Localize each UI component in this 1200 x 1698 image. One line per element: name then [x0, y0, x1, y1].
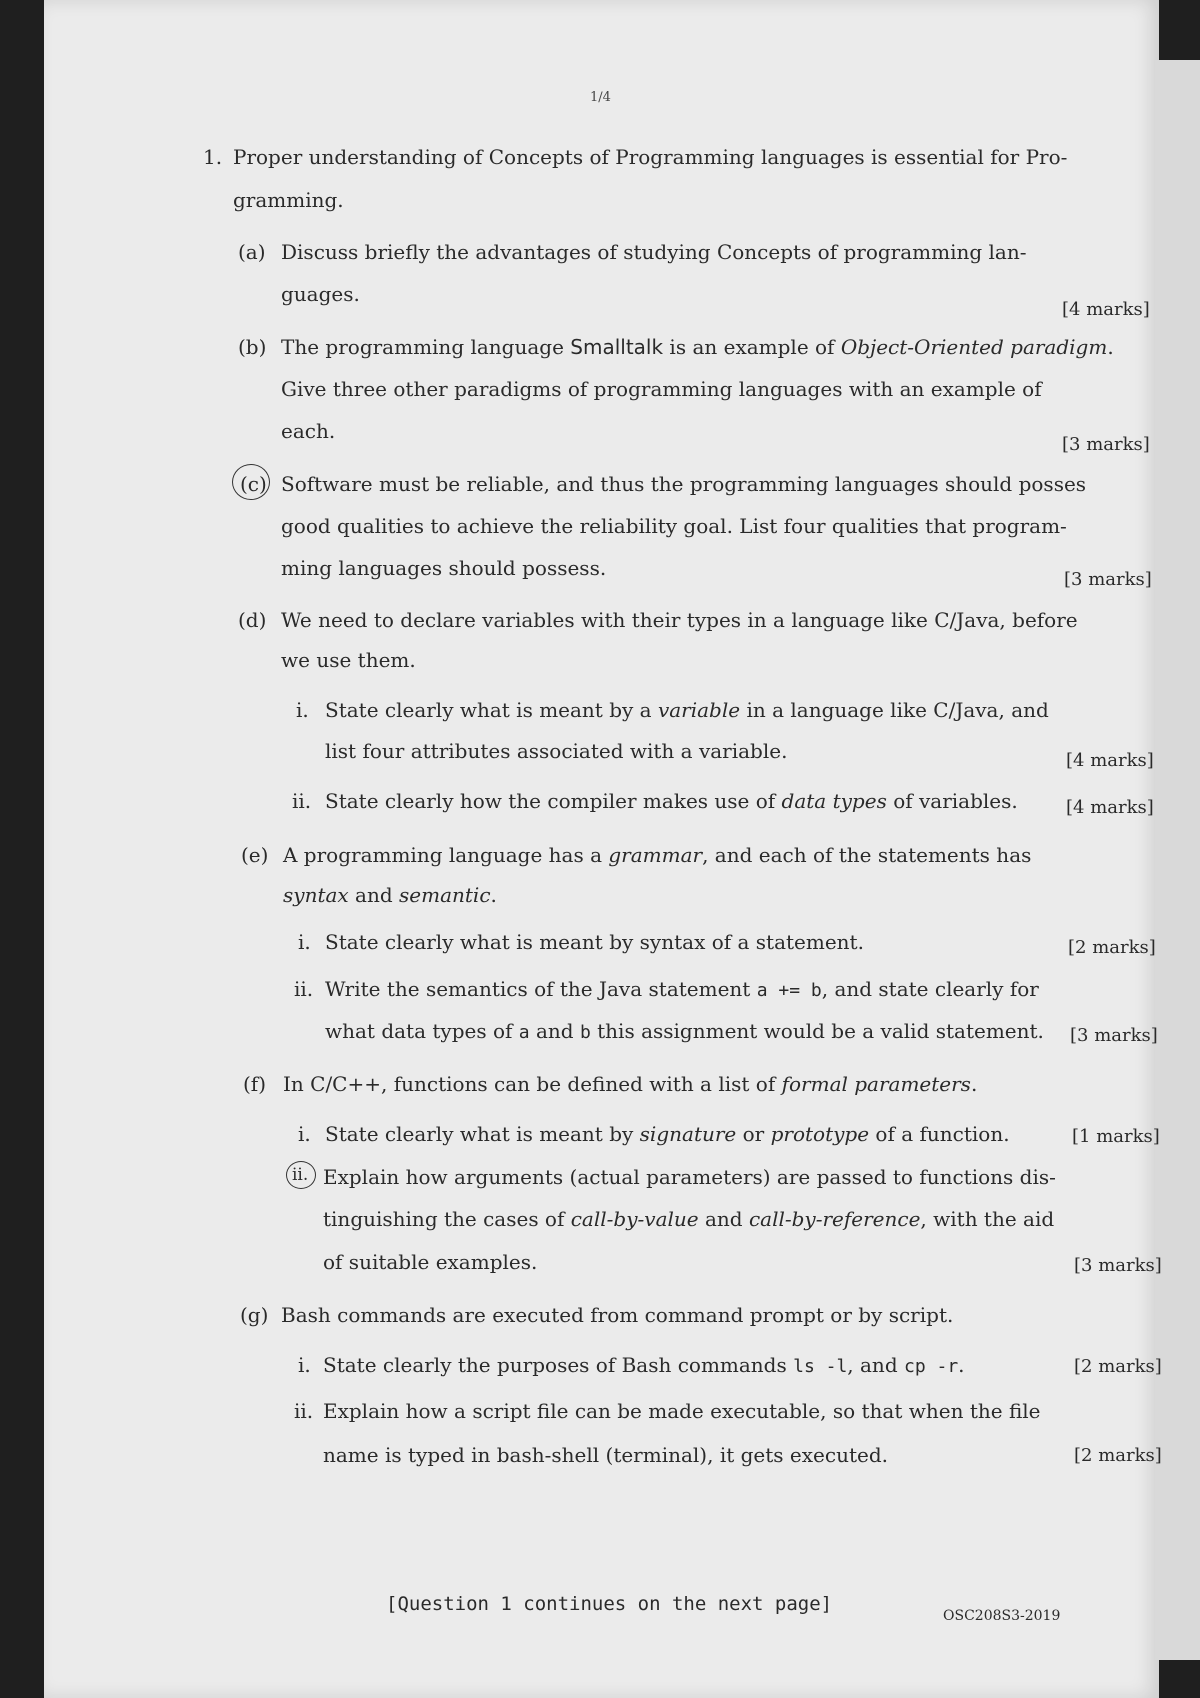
part-e-ii-label: ii. [294, 977, 314, 1001]
part-b-line3: each. [281, 419, 336, 443]
continues-note: [Question 1 continues on the next page] [386, 1593, 833, 1615]
part-f-ii-label: ii. [292, 1165, 309, 1185]
course-code: OSC208S3-2019 [943, 1608, 1061, 1624]
call-by-value-term: call-by-value [570, 1207, 699, 1231]
java-statement-code: a += b [756, 980, 822, 1001]
part-d-ii-label: ii. [292, 789, 312, 813]
prototype-term: prototype [770, 1122, 870, 1146]
part-c-label: (c) [240, 472, 267, 496]
part-a-label: (a) [238, 240, 266, 264]
part-g-i-label: i. [298, 1353, 311, 1377]
part-g-i-text [323, 1353, 965, 1379]
part-d-ii-marks: [4 marks] [1066, 797, 1154, 818]
part-g-i-pre: State clearly the purposes of Bash commands [323, 1353, 794, 1377]
part-f-ii-line2 [323, 1207, 1054, 1231]
part-f-label: (f) [243, 1072, 267, 1096]
part-e-line1-pre: A programming language has a [283, 843, 609, 867]
part-e-ii-line2-end: this assignment would be a valid statement. [590, 1019, 1044, 1043]
part-b-line1 [281, 335, 1114, 359]
part-f-i-end: of a function. [869, 1122, 1010, 1146]
part-b-marks: [3 marks] [1062, 434, 1150, 455]
code-b: b [579, 1022, 591, 1043]
part-d-label: (d) [238, 608, 267, 632]
grammar-term: grammar [608, 843, 703, 867]
question-stem-line1: Proper understanding of Concepts of Programming languages is essential for Pro- [233, 145, 1068, 169]
part-g-ii-marks: [2 marks] [1074, 1445, 1162, 1466]
call-by-reference-term: call-by-reference [748, 1207, 921, 1231]
part-b-line2: Give three other paradigms of programming languages with an example of [281, 377, 1042, 401]
part-f-line1-pre: In C/C++, functions can be defined with a list of [283, 1072, 782, 1096]
part-f-i-mid: or [736, 1122, 771, 1146]
part-g-line1: Bash commands are executed from command prompt or by script. [281, 1303, 954, 1327]
part-d-ii-pre: State clearly how the compiler makes use of [325, 789, 782, 813]
part-f-ii-marks: [3 marks] [1074, 1255, 1162, 1276]
formal-parameters-term: formal parameters [781, 1072, 971, 1096]
part-f-i-text [325, 1122, 1010, 1146]
part-e-i-text: State clearly what is meant by syntax of a statement. [325, 930, 864, 954]
part-d-line1: We need to declare variables with their types in a language like C/Java, before [281, 608, 1078, 632]
part-f-ii-line2-end: , with the aid [920, 1207, 1055, 1231]
part-e-i-label: i. [298, 930, 311, 954]
part-g-i-mid: , and [847, 1353, 904, 1377]
part-e-line1-end: , and each of the statements has [702, 843, 1032, 867]
part-g-label: (g) [240, 1303, 269, 1327]
part-b-line1-pre: The programming language [281, 335, 571, 359]
part-f-ii-line2-pre: tinguishing the cases of [323, 1207, 571, 1231]
cp-command-code: cp -r [903, 1356, 959, 1377]
part-e-line1 [283, 843, 1031, 867]
part-b-line1-end: . [1107, 335, 1114, 359]
part-d-i-line2: list four attributes associated with a variable. [325, 739, 788, 763]
part-e-ii-line1-end: , and state clearly for [821, 977, 1039, 1001]
part-f-i-pre: State clearly what is meant by [325, 1122, 640, 1146]
part-f-line1 [283, 1072, 977, 1096]
part-c-line2: good qualities to achieve the reliability goal. List four qualities that program- [281, 514, 1067, 538]
part-d-ii-text [325, 789, 1018, 813]
part-c-line3: ming languages should possess. [281, 556, 607, 580]
part-e-label: (e) [241, 843, 269, 867]
page-number: 1/4 [590, 90, 611, 105]
part-g-ii-line1: Explain how a script file can be made executable, so that when the file [323, 1399, 1041, 1423]
semantic-term: semantic [399, 883, 491, 907]
part-g-ii-label: ii. [294, 1399, 314, 1423]
part-b-label: (b) [238, 335, 267, 359]
part-d-i-line1-pre: State clearly what is meant by a [325, 698, 658, 722]
part-d-line2: we use them. [281, 648, 416, 672]
part-g-i-end: . [958, 1353, 965, 1377]
signature-term: signature [639, 1122, 737, 1146]
part-d-i-marks: [4 marks] [1066, 750, 1154, 771]
part-e-line2-end: . [490, 883, 497, 907]
part-d-i-line1 [325, 698, 1049, 722]
part-e-ii-line2-mid: and [529, 1019, 580, 1043]
part-a-marks: [4 marks] [1062, 299, 1150, 320]
part-f-line1-end: . [970, 1072, 978, 1096]
smalltalk-name: Smalltalk [570, 335, 664, 359]
part-f-ii-line2-mid: and [698, 1207, 749, 1231]
part-b-line1-mid: is an example of [663, 335, 841, 359]
part-d-ii-end: of variables. [886, 789, 1018, 813]
ls-command-code: ls -l [793, 1356, 848, 1377]
question-stem-line2: gramming. [233, 188, 344, 212]
part-e-ii-line1 [325, 977, 1039, 1003]
syntax-term: syntax [283, 883, 349, 907]
part-e-ii-line2 [325, 1019, 1044, 1045]
part-e-i-marks: [2 marks] [1068, 937, 1156, 958]
variable-term: variable [657, 698, 741, 722]
part-e-ii-line1-pre: Write the semantics of the Java statement [325, 977, 757, 1001]
part-a-line1: Discuss briefly the advantages of studying Concepts of programming lan- [281, 240, 1027, 264]
part-g-i-marks: [2 marks] [1074, 1356, 1162, 1377]
part-f-ii-line3: of suitable examples. [323, 1250, 538, 1274]
part-g-ii-line2: name is typed in bash-shell (terminal), it gets executed. [323, 1443, 888, 1467]
part-f-i-label: i. [298, 1122, 311, 1146]
part-e-line2 [283, 883, 497, 907]
part-e-ii-line2-pre: what data types of [325, 1019, 519, 1043]
part-c-line1: Software must be reliable, and thus the programming languages should posses [281, 472, 1087, 496]
part-f-i-marks: [1 marks] [1072, 1126, 1160, 1147]
part-e-ii-marks: [3 marks] [1070, 1025, 1158, 1046]
part-e-line2-mid: and [348, 883, 400, 907]
part-d-i-line1-end: in a language like C/Java, and [740, 698, 1049, 722]
object-oriented-term: Object-Oriented paradigm [840, 335, 1108, 359]
question-number: 1. [203, 145, 223, 169]
part-d-i-label: i. [296, 698, 309, 722]
data-types-term: data types [781, 789, 887, 813]
part-a-line2: guages. [281, 282, 360, 306]
part-c-marks: [3 marks] [1064, 569, 1152, 590]
code-a: a [518, 1022, 530, 1043]
part-f-ii-line1: Explain how arguments (actual parameters) are passed to functions dis- [323, 1165, 1056, 1189]
